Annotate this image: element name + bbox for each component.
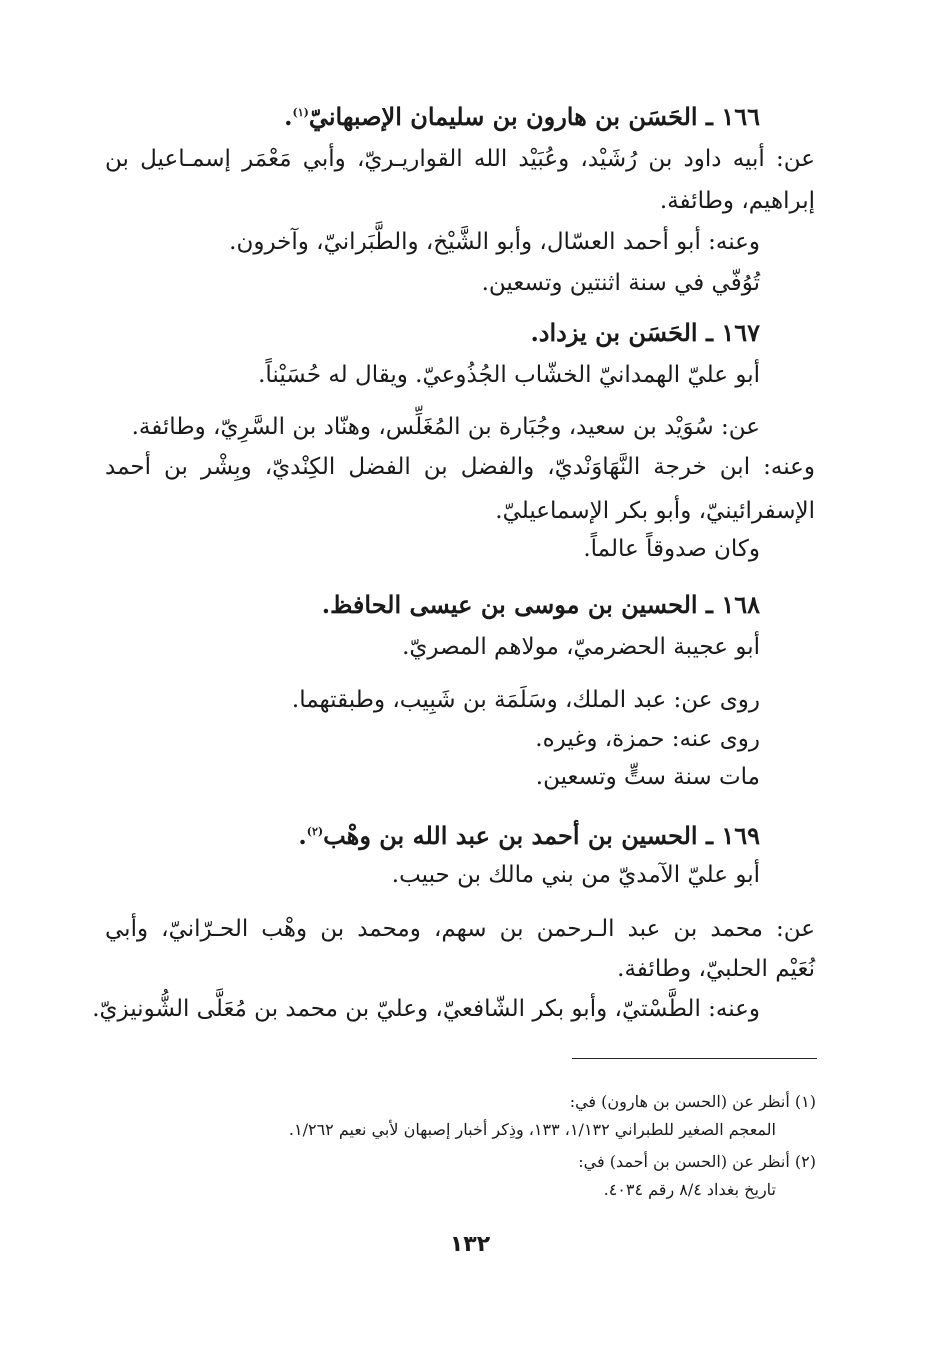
entry-line: وعنه: الطَّسْتيّ، وأبو بكر الشّافعيّ، وعليّ بن محمد بن مُعَلَّى الشُّونيزيّ.: [92, 996, 760, 1022]
footnote: (٢) أنظر عن (الحسن بن أحمد) في:: [578, 1152, 816, 1171]
entry-line: أبو عليّ الهمدانيّ الخشّاب الجُذُوعيّ. ويقال له حُسَيْناً.: [258, 362, 760, 388]
entry-line: أبو عليّ الآمديّ من بني مالك بن حبيب.: [391, 862, 760, 888]
entry-title: ١٦٩ ـ الحسين بن أحمد بن عبد الله بن وهْب$^{(٢)}$.: [298, 821, 760, 850]
entry-line: وكان صدوقاً عالماً.: [583, 536, 760, 562]
footnote-source: تاريخ بغداد ٨/٤ رقم ٤٠٣٤.: [603, 1180, 776, 1199]
entry-line: وعنه: أبو أحمد العسّال، وأبو الشَّيْخ، والطَّبَرانيّ، وآخرون.: [229, 229, 760, 255]
entry-line: نُعَيْم الحلبيّ، وطائفة.: [617, 956, 815, 982]
entry-line: عن: محمد بن عبد الـرحمن بن سهم، ومحمد بن وهْب الحـرّانيّ، وأبي: [105, 916, 815, 942]
entry-line: الإسفرائينيّ، وأبو بكر الإسماعيليّ.: [495, 498, 815, 524]
entry-line: روى عنه: حمزة، وغيره.: [535, 726, 760, 752]
footnote-marker: (١): [292, 106, 309, 119]
footnote-marker: (٢): [306, 825, 324, 838]
entry-line: عن: سُوَيْد بن سعيد، وجُبَارة بن المُغَلِّس، وهنّاد بن السَّرِيّ، وطائفة.: [131, 414, 760, 440]
page-number: ١٣٢: [449, 1232, 491, 1257]
entry-line: مات سنة ستٍّ وتسعين.: [535, 764, 760, 790]
entry-title: ١٦٨ ـ الحسين بن موسى بن عيسى الحافظ.: [321, 590, 760, 619]
entry-line: عن: أبيه داود بن رُشَيْد، وعُبَيْد الله القواريـريّ، وأبي مَعْمَر إسمـاعيل بن: [105, 146, 815, 172]
footnote: (١) أنظر عن (الحسن بن هارون) في:: [569, 1092, 816, 1111]
entry-line: روى عن: عبد الملك، وسَلَمَة بن شَبِيب، وطبقتهما.: [291, 687, 760, 713]
footnote-divider: [572, 1058, 817, 1059]
entry-title: ١٦٦ ـ الحَسَن بن هارون بن سليمان الإصبهانيّ$^{(١)}$.: [284, 102, 760, 131]
entry-line: أبو عجيبة الحضرميّ، مولاهم المصريّ.: [402, 634, 760, 660]
entry-title: ١٦٧ ـ الحَسَن بن يزداد.: [530, 318, 760, 347]
footnote-source: المعجم الصغير للطبراني ١/١٣٢، ١٣٣، وذِكر أخبار إصبهان لأبي نعيم ١/٢٦٢.: [288, 1120, 776, 1139]
entry-line: إبراهيم، وطائفة.: [659, 188, 815, 214]
entry-line: وعنه: ابن خرجة النَّهَاوَنْديّ، والفضل بن الفضل الكِنْديّ، وبِشْر بن أحمد: [105, 454, 815, 480]
entry-line: تُوُفّي في سنة اثنتين وتسعين.: [481, 270, 760, 296]
